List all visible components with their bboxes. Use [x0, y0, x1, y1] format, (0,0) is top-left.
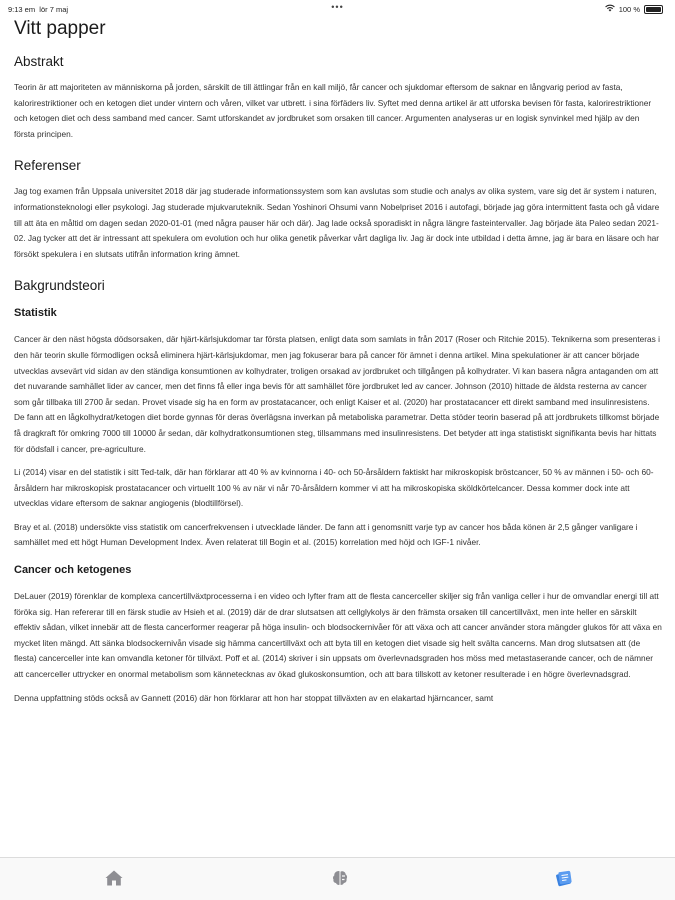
statistics-paragraph-3: Bray et al. (2018) undersökte viss statistik om cancerfrekvensen i utvecklade länder. De fann att i genomsnitt varje typ av cancer hos båda könen är 2,5 gånger vanligare i samhället med ett högt Human Development Index. Även relaterat till Bogin et al. (2015) korrelation med höjd och IGF-1 nivåer. — [14, 521, 638, 548]
status-indicators — [605, 4, 663, 14]
battery-percent: 100 % — [618, 4, 640, 14]
battery-icon — [644, 5, 663, 14]
document-icon — [554, 868, 574, 888]
tab-home[interactable] — [104, 868, 124, 888]
tab-brain[interactable] — [330, 868, 350, 888]
status-bar — [0, 0, 675, 18]
references-paragraph: Jag tog examen från Uppsala universitet 2018 där jag studerade informationssystem som kan avslutas som studie och analys av olika system, vare sig det är system i naturen, informationsteknologi eller psykologi. Jag studerade mjukvaruteknik. Sedan Yoshinori Ohsumi vann Nobelpriset 2016 i autofagi, började jag göra intermittent fasta och gå vidare till att äta en måltid om dagen sedan 2020-01-01 (med några pauser här och där). Jag lade också sporadiskt in några längre fasteintervaller. Jag började äta Paleo sedan 2021-02. Jag tycker att det är intressant att spekulera om evolution och hur olika genetik påverkar vårt dagliga liv. Jag är dock inte utbildad i detta ämne, jag är bara en läsare och har försökt spekulera i en slutsats utifrån information kring ämnet. — [14, 186, 660, 259]
statistics-paragraph-2: Li (2014) visar en del statistik i sitt Ted-talk, där han förklarar att 40 % av kvinnorna i 40- och 50-årsåldern faktiskt har mikroskopisk bröstcancer, 50 % av männen i 50- och 60-årsåldern har mikroskopisk prostatacancer och virtuellt 100 % av när vi når 70-årsåldern kommer vi att ha mikroskopiska sköldkörtelcancer. Dessa kommer dock inte att utvecklas vidare eftersom de saknar angiogenis (blodtillförsel). — [14, 467, 654, 509]
statistics-heading: Statistik — [14, 307, 57, 320]
references-heading: Referenser — [14, 158, 81, 174]
brain-icon — [330, 868, 350, 888]
tab-bar — [0, 857, 675, 900]
page-title: Vitt papper — [14, 18, 106, 39]
ketogenic-paragraph-2: Denna uppfattning stöds också av Gannett (2016) där hon förklarar att hon har stoppat tillväxten av en elakartad hjärncancer, samt — [14, 692, 494, 703]
ketogenic-paragraph-1: DeLauer (2019) förenklar de komplexa cancertillväxtprocesserna i en video och lyfter fram att de flesta cancerceller skiljer sig från vanliga celler i hur de omvandlar energi till att föröka sig. Han refererar till en färsk studie av Hsieh et al. (2019) där de drar slutsatsen att cellglykolys är den främsta orsaken till cancertillväxt, men inte heller en särskilt effektiv sådan, vilket innebär att de flesta cancerformer reagerar på höga insulin- och blodsockernivåer för att växa och att cancer använder stora mängder glukos för att växa en mycket liten mängd. Att sänka blodsockernivån visade sig hämma cancertillväxt och att byta till en ketogen diet visade sig helt svälta cancerns. Man drog slutsatsen att (de flesta) cancerceller inte kan omvandla ketoner för tillväxt. Poff et al. (2014) skriver i sin uppsats om överlevnadsgraden hos möss med metastaserande cancer, och de nämner att cancerceller uttrycker en onormal metabolism som kännetecknas av ökad glukoskonsumtion, och att bara tillskott av ketoner resulterade i en högre överlevnadsgrad. — [14, 591, 662, 680]
background-heading: Bakgrundsteori — [14, 278, 105, 294]
ketogenic-heading: Cancer och ketogenes — [14, 564, 132, 577]
status-time: 9:13 em — [8, 5, 36, 14]
abstract-heading: Abstrakt — [14, 54, 64, 69]
house-icon — [104, 868, 124, 888]
multitask-dots[interactable]: ••• — [331, 2, 344, 12]
wifi-icon — [605, 4, 615, 14]
status-date: lör 7 maj — [39, 5, 69, 14]
abstract-paragraph: Teorin är att majoriteten av människorna på jorden, särskilt de till ättlingar från en kall miljö, får cancer och sjukdomar eftersom de saknar en långvarig period av fasta, kalorirestriktioner och en ketogen diet under vintern och våren, vilket var utbrett. i sina förfäders liv. Syftet med denna artikel är att utforska bevisen för fasta, kalorirestriktioner och ketogen diet och dess samband med cancer. Samt utforskandet av jordbruket som orsaken till cancer. Argumenten analyseras ur en logisk synvinkel med hjälp av den första principen. — [14, 82, 652, 139]
statistics-paragraph-1: Cancer är den näst högsta dödsorsaken, där hjärt-kärlsjukdomar tar första platsen, enligt data som samlats in från 2017 (Roser och Ritchie 2015). Teknikerna som presenteras i den här teorin skulle förmodligen också eliminera hjärt-kärlsjukdomar, men jag fokuserar bara på cancer för ämnet i denna artikel. Mina spekulationer är att cancer började utvecklas avsevärt vid sidan av den ständiga konsumtionen av kolhydrater, troligen orsakad av jordbruket och tillgången på kolhydrater. Vi kan basera några antaganden om att det nuvarande samhället lider av cancer, men det finns få eller inga bevis för att samhället före jordbruket led av cancer. Johnson (2010) hittade de äldsta resterna av cancer som går tillbaka till 2700 år sedan. Provet visade sig ha en form av prostatacancer, och enligt Kaiser et al. (2020) har prostatacancer ett direkt samband med insulinresistens. De fann att en lågkolhydrat/ketogen diet borde gynnas för deras överlägsna inverkan på metaboliska parametrar. Detta stöder teorin baserad på att jordbrukets tillkomst började få dragkraft för omkring 7000 till 10000 år sedan, där kolhydratkonsumtionen steg, tillsammans med insulinresistens. Det betyder att inga statistiskt signifikanta bevis har hittats för dödsfall i cancer, pre-agriculture. — [14, 334, 660, 454]
tab-paper[interactable] — [554, 868, 574, 888]
article-scroll-view[interactable] — [14, 18, 662, 858]
